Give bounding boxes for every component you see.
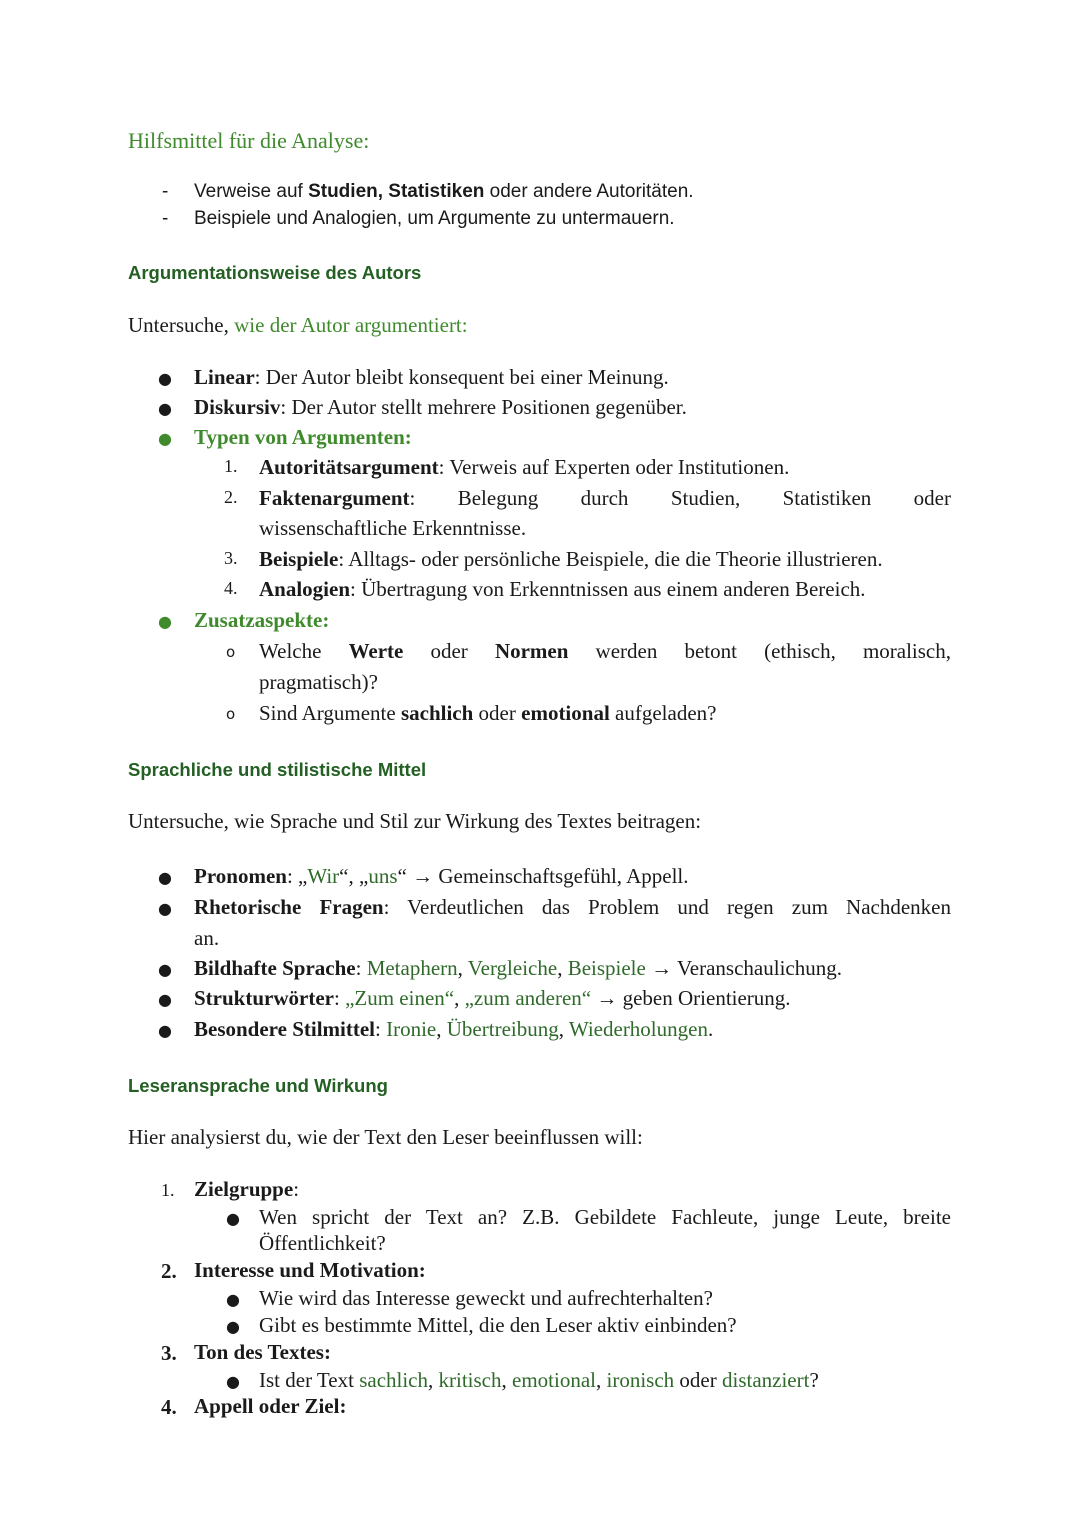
list-item: Beispiele: Alltags- oder persönliche Beispiele, die die Theorie illustrieren.: [259, 547, 883, 571]
number-marker: 2.: [161, 1259, 177, 1283]
bullet-marker: ●: [158, 960, 172, 979]
number-marker: 1.: [161, 1180, 175, 1200]
subheading-typen: Typen von Argumenten:: [194, 425, 412, 449]
list-item: Linear: Der Autor bleibt konsequent bei einer Meinung.: [194, 365, 669, 389]
list-item: Verweise auf Studien, Statistiken oder andere Autoritäten.: [194, 181, 694, 202]
dash-marker: -: [162, 181, 169, 202]
list-item: Strukturwörter: „Zum einen“, „zum anderen“ → geben Orientierung.: [194, 986, 791, 1010]
number-marker: 3.: [161, 1341, 177, 1365]
list-item: Sind Argumente sachlich oder emotional aufgeladen?: [259, 701, 717, 725]
circle-marker: o: [226, 643, 236, 661]
section-lead: Untersuche, wie Sprache und Stil zur Wirkung des Textes beitragen:: [128, 809, 702, 833]
section-title-hilfsmittel: Hilfsmittel für die Analyse:: [128, 128, 370, 153]
number-marker: 1.: [224, 456, 238, 476]
subheading-zusatzaspekte: Zusatzaspekte:: [194, 608, 330, 632]
list-item: Rhetorische Fragen: Verdeutlichen das Problem und regen zum Nachdenken: [194, 895, 951, 919]
bullet-marker: ●: [226, 1372, 240, 1391]
bullet-marker: ●: [226, 1317, 240, 1336]
list-item: Faktenargument: Belegung durch Studien, Statistiken oder: [259, 486, 951, 510]
list-item: Beispiele und Analogien, um Argumente zu untermauern.: [194, 208, 675, 229]
list-item-continuation: wissenschaftliche Erkenntnisse.: [259, 516, 527, 540]
list-item: Besondere Stilmittel: Ironie, Übertreibung, Wiederholungen.: [194, 1017, 714, 1041]
circle-marker: o: [226, 705, 236, 723]
list-item: Wie wird das Interesse geweckt und aufrechterhalten?: [259, 1286, 713, 1310]
section-heading-sprachliche-mittel: Sprachliche und stilistische Mittel: [128, 759, 427, 780]
list-item: Pronomen: „Wir“, „uns“ → Gemeinschaftsgefühl, Appell.: [194, 864, 689, 888]
list-item: Ton des Textes:: [194, 1340, 331, 1364]
list-item: Zielgruppe:: [194, 1177, 300, 1201]
list-item: Appell oder Ziel:: [194, 1394, 347, 1418]
bullet-marker: ●: [158, 990, 172, 1009]
bullet-marker: ●: [158, 399, 172, 418]
section-lead: Untersuche, wie der Autor argumentiert:: [128, 313, 468, 337]
bullet-marker: ●: [158, 369, 172, 388]
list-item: Bildhafte Sprache: Metaphern, Vergleiche, Beispiele → Veranschaulichung.: [194, 956, 842, 980]
section-heading-leseransprache: Leseransprache und Wirkung: [128, 1075, 388, 1096]
list-item-continuation: Öffentlichkeit?: [259, 1231, 386, 1255]
list-item: Autoritätsargument: Verweis auf Experten oder Institutionen.: [259, 455, 790, 479]
bullet-marker: ●: [226, 1209, 240, 1228]
number-marker: 2.: [224, 487, 238, 507]
list-item: Wen spricht der Text an? Z.B. Gebildete Fachleute, junge Leute, breite: [259, 1205, 951, 1229]
list-item-continuation: pragmatisch)?: [259, 670, 378, 694]
list-item: Analogien: Übertragung von Erkenntnissen aus einem anderen Bereich.: [259, 577, 866, 601]
bullet-marker: ●: [158, 899, 172, 918]
section-lead: Hier analysierst du, wie der Text den Leser beeinflussen will:: [128, 1125, 643, 1149]
list-item: Diskursiv: Der Autor stellt mehrere Positionen gegenüber.: [194, 395, 687, 419]
bullet-marker: ●: [158, 868, 172, 887]
dash-marker: -: [162, 208, 169, 229]
section-heading-argumentation: Argumentationsweise des Autors: [128, 262, 422, 283]
list-item-continuation: an.: [194, 926, 220, 950]
bullet-marker: ●: [158, 1021, 172, 1040]
list-item: Welche Werte oder Normen werden betont (ethisch, moralisch,: [259, 639, 951, 663]
list-item: Gibt es bestimmte Mittel, die den Leser aktiv einbinden?: [259, 1313, 737, 1337]
number-marker: 4.: [161, 1395, 177, 1419]
bullet-marker: ●: [158, 429, 172, 448]
number-marker: 4.: [224, 578, 238, 598]
list-item: Interesse und Motivation:: [194, 1258, 426, 1282]
list-item: Ist der Text sachlich, kritisch, emotional, ironisch oder distanziert?: [259, 1368, 819, 1392]
bullet-marker: ●: [226, 1290, 240, 1309]
number-marker: 3.: [224, 548, 238, 568]
bullet-marker: ●: [158, 612, 172, 631]
